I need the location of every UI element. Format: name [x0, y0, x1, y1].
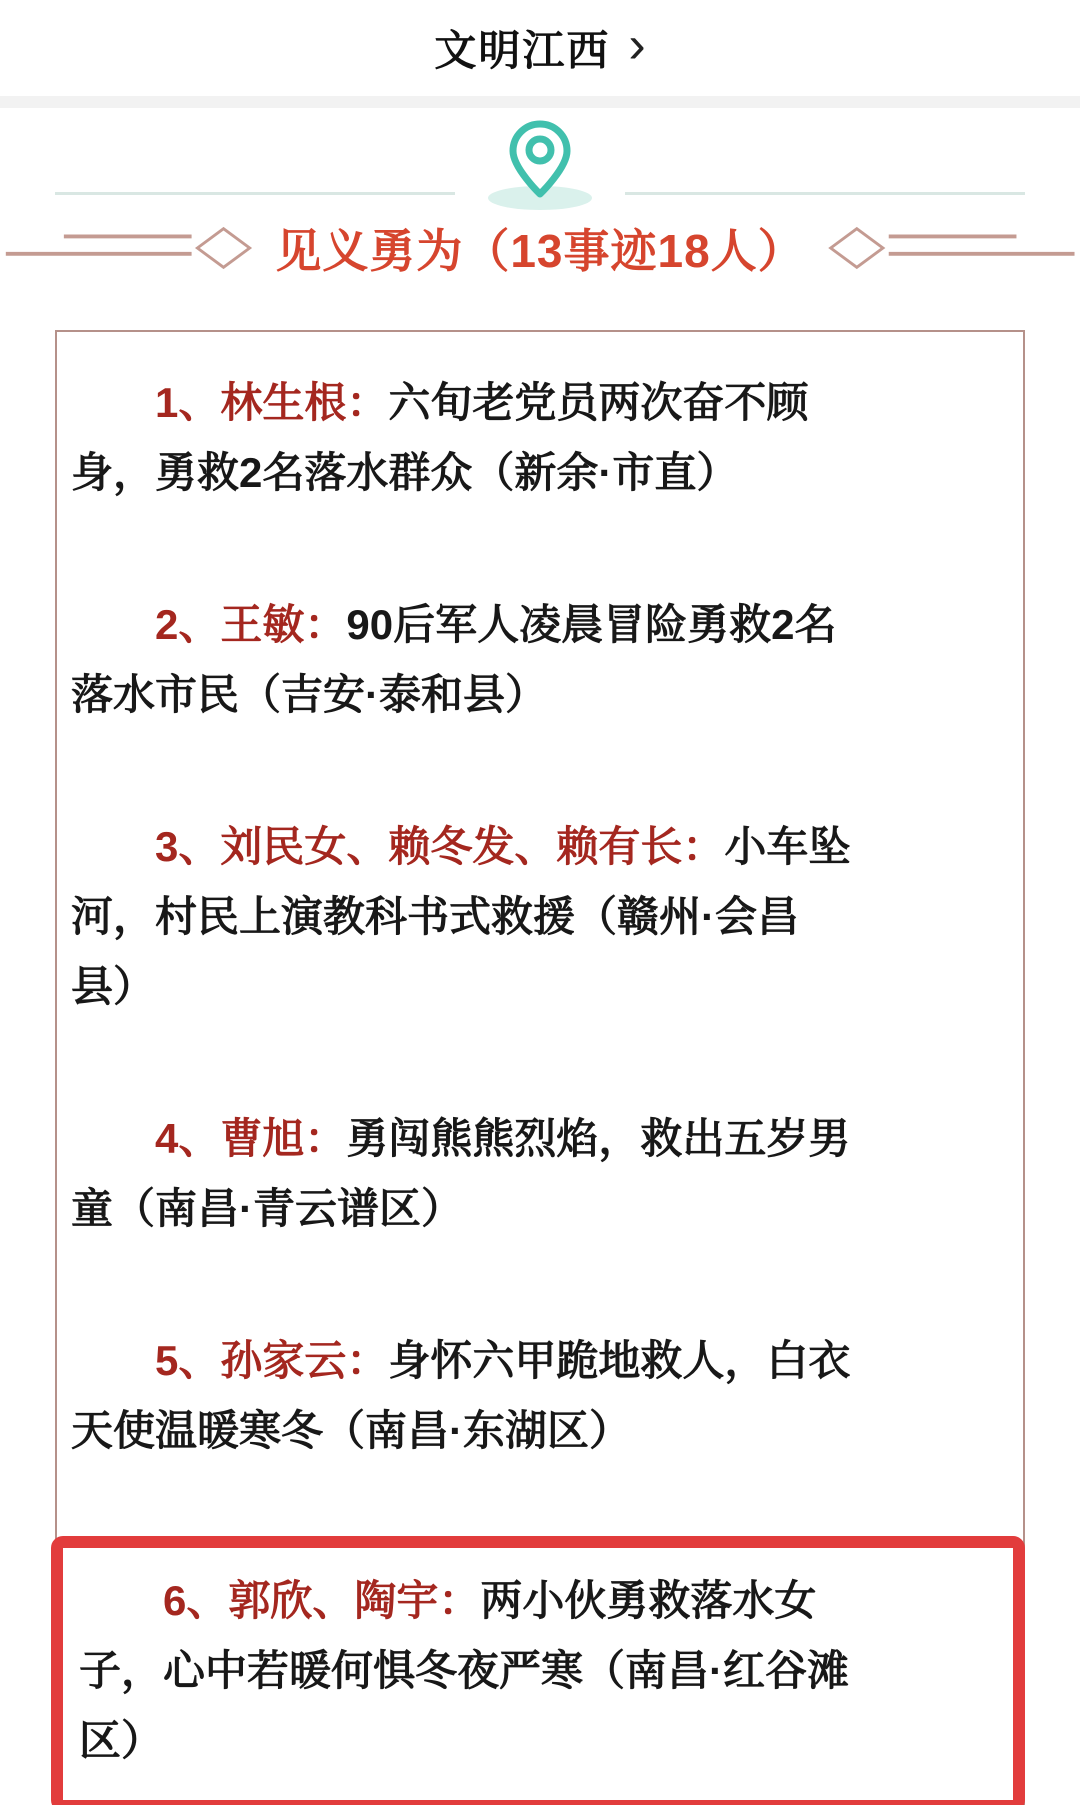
- item-names: 孙家云：: [220, 1337, 389, 1384]
- item-text: 身怀六甲跪地救人，白衣: [388, 1337, 851, 1384]
- section-divider: [0, 96, 1080, 108]
- item-text: 小车坠: [724, 823, 851, 870]
- list-item-1: [71, 368, 1005, 508]
- item-text: 90后军人凌晨冒险勇救2名: [346, 601, 837, 648]
- item-number: 1、: [155, 379, 221, 426]
- item-6-line-1: [79, 1566, 997, 1636]
- item-2-line-1: [71, 590, 1005, 660]
- item-1-line-2: [71, 438, 1005, 508]
- item-6-line-3: [79, 1706, 997, 1776]
- item-text: 身，勇救2名落水群众（新余·市直）: [71, 449, 739, 496]
- pin-right-line: [625, 192, 1025, 195]
- item-3-line-1: [71, 812, 1005, 882]
- item-text: 子，心中若暖何惧冬夜严寒（南昌·红谷滩: [79, 1647, 849, 1694]
- location-pin-icon: [460, 116, 620, 212]
- item-number: 6、: [163, 1577, 229, 1624]
- item-text: 落水市民（吉安·泰和县）: [71, 671, 547, 718]
- pin-left-line: [55, 192, 455, 195]
- item-text: 县）: [71, 963, 156, 1010]
- item-text: 区）: [79, 1717, 164, 1764]
- item-number: 2、: [155, 601, 221, 648]
- list-item-4: [71, 1104, 1005, 1244]
- item-text: 河，村民上演教科书式救援（赣州·会昌: [71, 893, 799, 940]
- ornament-left-icon: [0, 222, 259, 274]
- item-5-line-2: [71, 1396, 1005, 1466]
- item-2-line-2: [71, 660, 1005, 730]
- item-number: 5、: [155, 1337, 221, 1384]
- location-pin-row: [0, 108, 1080, 212]
- highlight-box: [51, 1536, 1025, 1805]
- item-5-line-1: [71, 1326, 1005, 1396]
- item-3-line-2: [71, 882, 1005, 952]
- item-text: 天使温暖寒冬（南昌·东湖区）: [71, 1407, 631, 1454]
- list-item-3: [71, 812, 1005, 1022]
- item-text: 童（南昌·青云谱区）: [71, 1185, 463, 1232]
- section-header: [0, 220, 1080, 276]
- deeds-list-box: [55, 330, 1025, 1805]
- list-item-6: [79, 1566, 997, 1776]
- item-number: 3、: [155, 823, 221, 870]
- item-4-line-1: [71, 1104, 1005, 1174]
- item-1-line-1: [71, 368, 1005, 438]
- ornament-right-icon: [821, 222, 1080, 274]
- item-names: 郭欣、陶宇：: [228, 1577, 481, 1624]
- account-header: [0, 0, 1080, 96]
- item-text: 勇闯熊熊烈焰，救出五岁男: [346, 1115, 851, 1162]
- item-text: 六旬老党员两次奋不顾: [388, 379, 809, 426]
- item-6-line-2: [79, 1636, 997, 1706]
- item-number: 4、: [155, 1115, 221, 1162]
- item-names: 王敏：: [220, 601, 347, 648]
- item-names: 林生根：: [220, 379, 389, 426]
- item-3-line-3: [71, 952, 1005, 1022]
- list-item-5: [71, 1326, 1005, 1466]
- item-text: 两小伙勇救落水女: [480, 1577, 817, 1624]
- item-4-line-2: [71, 1174, 1005, 1244]
- account-link[interactable]: [434, 18, 645, 78]
- item-names: 刘民女、赖冬发、赖有长：: [220, 823, 725, 870]
- item-names: 曹旭：: [220, 1115, 347, 1162]
- account-name: 文明江西: [434, 27, 611, 74]
- chevron-right-icon: ›: [628, 16, 646, 74]
- list-item-2: [71, 590, 1005, 730]
- section-title: 见义勇为（13事迹18人）: [275, 225, 805, 277]
